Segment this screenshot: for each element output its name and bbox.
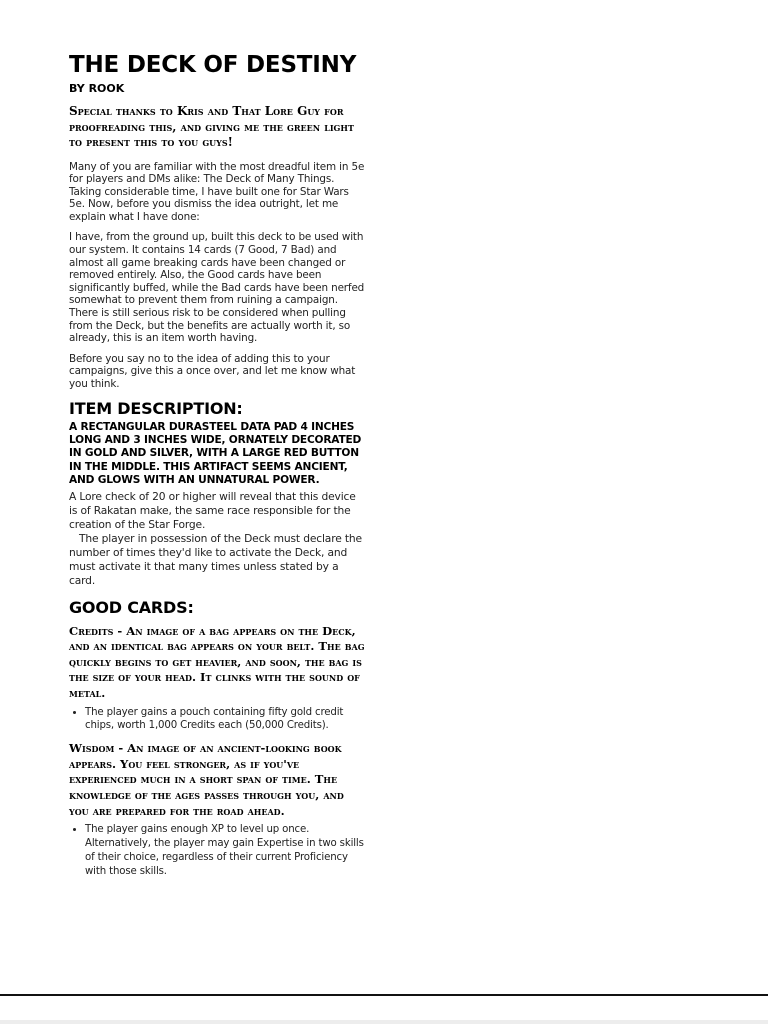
document-title: THE DECK OF DESTINY bbox=[69, 52, 357, 78]
intro-paragraph-1: Many of you are familiar with the most dreadful item in 5e for players and DMs alike: The Deck of Many Things. Taking considerable time, I have built one for Star Wars 5e. Now, before you dismiss the idea outright, let me explain what I have done: bbox=[69, 160, 365, 223]
item-paragraph-2: The player in possession of the Deck must declare the number of times they'd like to activate the Deck, and must activate it that many times unless stated by a card. bbox=[69, 531, 362, 587]
item-description-heading: ITEM DESCRIPTION: bbox=[69, 398, 243, 418]
author-byline: BY ROOK bbox=[69, 82, 125, 95]
card-credits-description: Credits - An image of a bag appears on the Deck, and an identical bag appears on your belt. The bag quickly begins to get heavier, and soon, the bag is the size of your head. It clinks with the sound of metal. bbox=[69, 623, 365, 700]
card-wisdom-effect: • The player gains enough XP to level up once. Alternatively, the player may gain Expertise in two skills of their choice, regardless of their current Proficiency with those skills. bbox=[85, 823, 367, 878]
good-cards-heading: GOOD CARDS: bbox=[69, 597, 194, 617]
text-column bbox=[69, 50, 367, 886]
item-paragraph-1: A Lore check of 20 or higher will reveal that this device is of Rakatan make, the same race responsible for the creation of the Star Forge. bbox=[69, 489, 356, 531]
item-flavor-text: A RECTANGULAR DURASTEEL DATA PAD 4 INCHES LONG AND 3 INCHES WIDE, ORNATELY DECORATED IN GOLD AND SILVER, WITH A LARGE RED BUTTON IN THE MIDDLE. THIS ARTIFACT SEEMS ANCIENT, AND GLOWS WITH AN UNNATURAL POWER. bbox=[69, 420, 362, 487]
intro-paragraph-3: Before you say no to the idea of adding this to your campaigns, give this a once over, and let me know what you think. bbox=[69, 352, 356, 390]
footer-shade bbox=[0, 1020, 768, 1024]
card-wisdom-description: Wisdom - An image of an ancient-looking book appears. You feel stronger, as if you've experienced much in a short span of time. The knowledge of the ages passes through you, and you are prepared for the road ahead. bbox=[69, 741, 344, 818]
card-credits-effects bbox=[69, 706, 367, 734]
card-credits-effect: • The player gains a pouch containing fifty gold credit chips, worth 1,000 Credits each (50,000 Credits). bbox=[85, 706, 367, 734]
thanks-note: Special thanks to Kris and That Lore Guy for proofreading this, and giving me the green light to present this to you guys! bbox=[69, 104, 354, 149]
intro-paragraph-2: I have, from the ground up, built this deck to be used with our system. It contains 14 cards (7 Good, 7 Bad) and almost all game breaking cards have been changed or removed entirely. Also, the Good cards have been significantly buffed, while the Bad cards have been nerfed somewhat to prevent them from ruining a campaign. There is still serious risk to be considered when pulling from the Deck, but the benefits are actually worth it, so already, this is an item worth having. bbox=[69, 231, 365, 345]
card-wisdom-effects bbox=[69, 823, 367, 878]
